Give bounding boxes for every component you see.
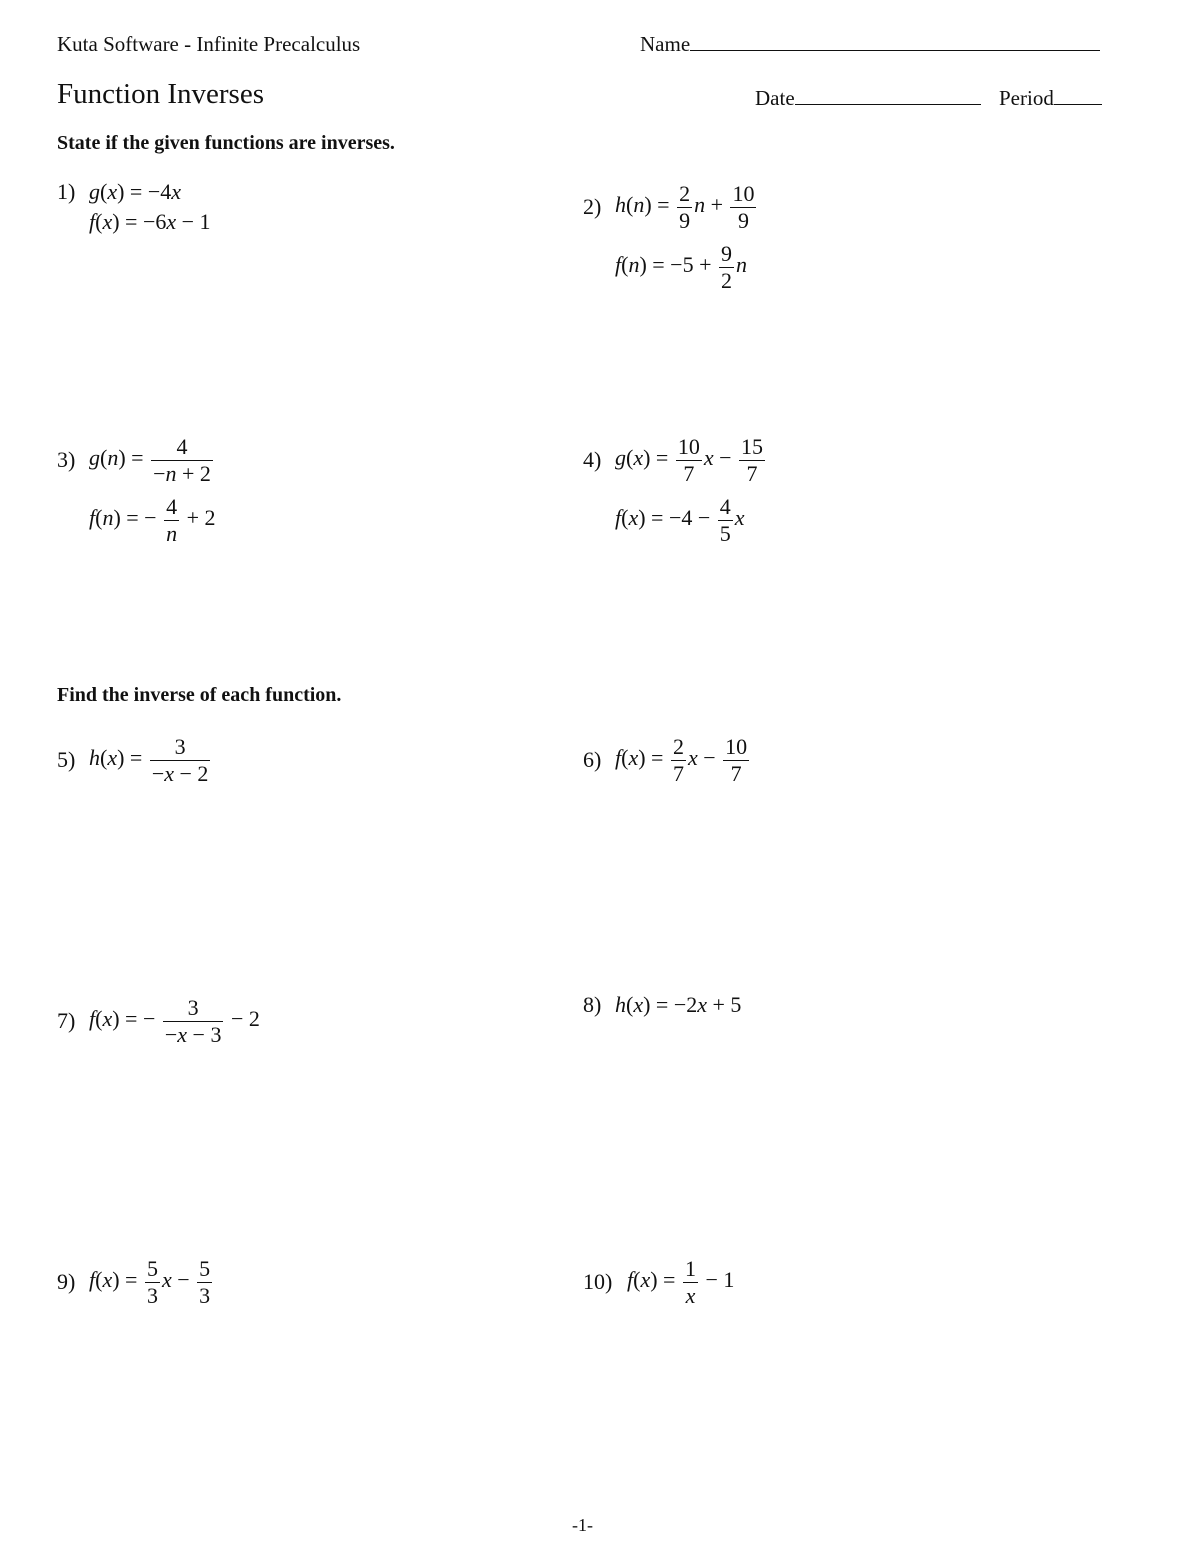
- equation-f: f(x) = $\frac{2}{7}$ x − $\frac{10}{7}$: [615, 734, 748, 786]
- equation-f: f(x) = − $\frac{3}{-x - 3}$ − 2: [89, 995, 260, 1047]
- equation-g: g(n) = $\frac{4}{-n + 2}$: [89, 434, 211, 486]
- problem-number: 8): [583, 992, 602, 1017]
- name-label: Name: [640, 32, 691, 56]
- problem-1: [57, 177, 211, 237]
- problem-number: 4): [583, 447, 602, 472]
- equation-g: g(x) = −4x: [89, 179, 181, 204]
- problem-2: [583, 177, 758, 297]
- equation-f: f(n) = −5 + $\frac{9}{2}$ n: [615, 241, 748, 293]
- name-field[interactable]: [640, 32, 1100, 57]
- equation-h: h(x) = $\frac{3}{-x - 2}$: [89, 734, 209, 786]
- equation-h: h(x) = −2x + 5: [615, 992, 742, 1017]
- equation-f: f(x) = $\frac{1}{x}$ − 1: [627, 1256, 735, 1308]
- equation-f: f(n) = − $\frac{4}{n}$ + 2: [89, 494, 216, 546]
- period-blank[interactable]: [1054, 86, 1102, 105]
- equation-g: g(x) = $\frac{10}{7}$ x − $\frac{15}{7}$: [615, 434, 764, 486]
- date-label: Date: [755, 86, 795, 110]
- name-blank[interactable]: [690, 32, 1100, 51]
- problem-number: 9): [57, 1269, 76, 1294]
- section-2-instruction: Find the inverse of each function.: [57, 684, 342, 706]
- problem-6: [583, 730, 751, 790]
- equation-f: f(x) = −4 − $\frac{4}{5}$ x: [615, 494, 745, 546]
- equation-f: f(x) = −6x − 1: [89, 209, 211, 234]
- problem-number: 6): [583, 747, 602, 772]
- problem-number: 10): [583, 1269, 613, 1294]
- page-title: Function Inverses: [57, 78, 264, 110]
- problem-5: [57, 730, 212, 790]
- problem-number: 5): [57, 747, 76, 772]
- problem-number: 2): [583, 194, 602, 219]
- period-label: Period: [999, 86, 1054, 110]
- problem-number: 3): [57, 447, 76, 472]
- problem-number: 7): [57, 1008, 76, 1033]
- date-field[interactable]: [755, 86, 981, 111]
- page-number: -1-: [572, 1515, 593, 1535]
- problem-8: [583, 988, 741, 1022]
- problem-4: [583, 430, 767, 550]
- problem-9: [57, 1252, 214, 1312]
- date-blank[interactable]: [795, 86, 981, 105]
- software-label: Kuta Software - Infinite Precalculus: [57, 32, 361, 56]
- period-field[interactable]: [999, 86, 1102, 111]
- section-1-instruction: State if the given functions are inverses.: [57, 132, 395, 154]
- equation-f: f(x) = $\frac{5}{3}$ x − $\frac{5}{3}$: [89, 1256, 211, 1308]
- problem-number: 1): [57, 179, 76, 204]
- problem-10: [583, 1252, 734, 1312]
- equation-h: h(n) = $\frac{2}{9}$ n + $\frac{10}{9}$: [615, 181, 755, 233]
- problem-3: [57, 430, 216, 550]
- problem-7: [57, 991, 260, 1051]
